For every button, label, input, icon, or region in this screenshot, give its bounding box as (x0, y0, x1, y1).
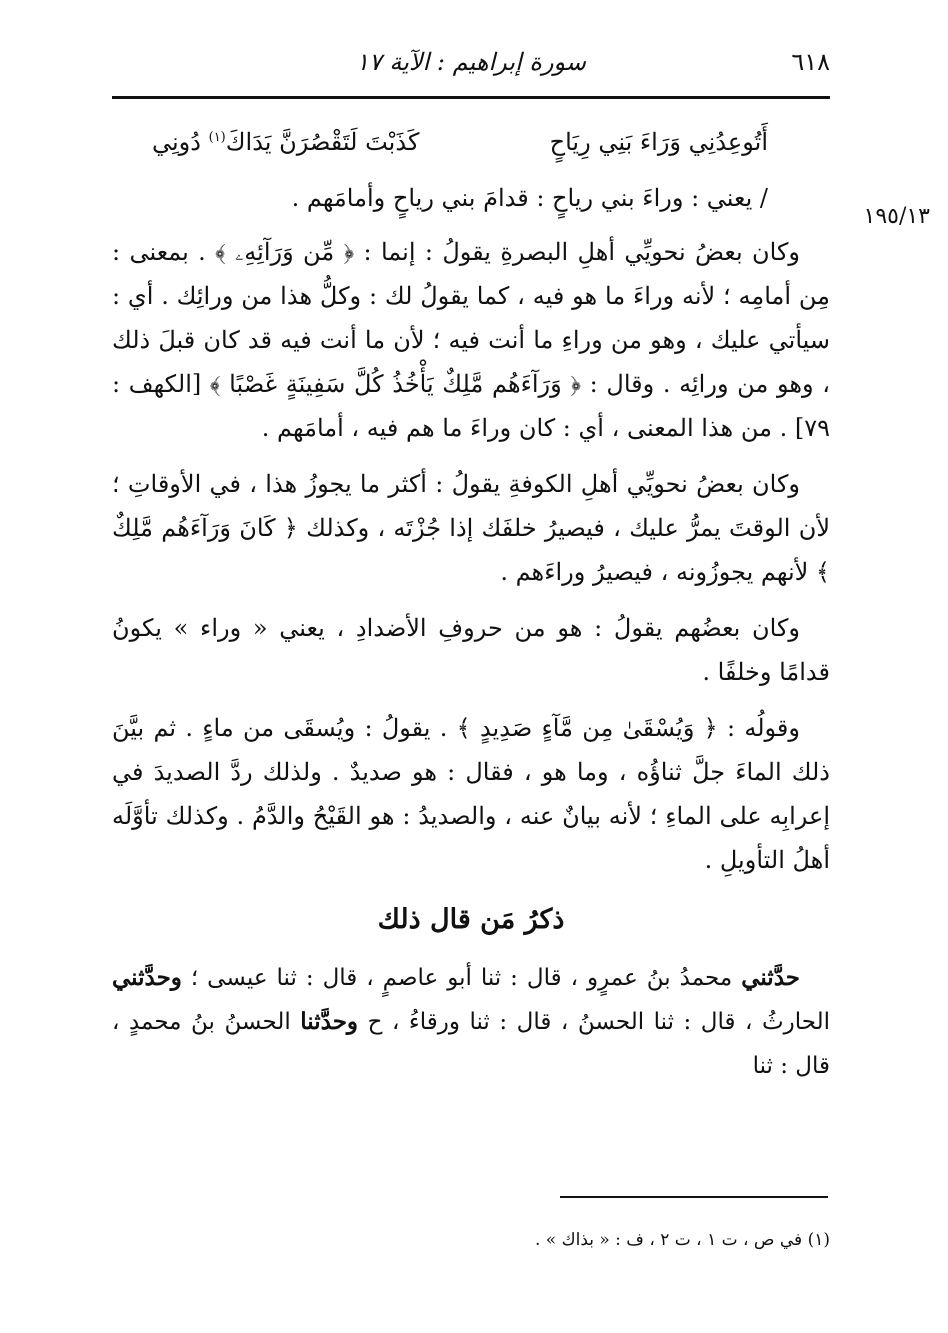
isnad-text-3: الحسنُ بنُ محمدٍ ، قال : ثنا (112, 1009, 830, 1079)
poetry-verse (112, 118, 830, 174)
paragraph-kufa: وكان بعضُ نحويِّي أهلِ الكوفةِ يقولُ : أكثر ما يجوزُ هذا ، في الأوقاتِ ؛ لأن الوقتَ يمرُّ عليك ، فيصيرُ خلفَك إذا جُزْتَه ، وكذلك ﴿ كَانَ وَرَآءَهُم مَّلِكٌ ﴾ لأنهم يجوزُونه ، فيصيرُ وراءَهم . (112, 470, 830, 586)
verse-hemistich-first: أَتُوعِدُنِي وَرَاءَ بَنِي رِيَاحٍ (549, 128, 768, 156)
isnad-text-1: محمدُ بنُ عمرٍو ، قال : ثنا أبو عاصمٍ ، قال : ثنا عيسى ؛ (181, 965, 742, 991)
footnote-rule (560, 1196, 828, 1198)
header-rule (112, 96, 830, 99)
verse-hemistich-second-text: كَذَبْتَ لَتَقْصُرَنَّ يَدَاكَ (225, 128, 420, 156)
footnote-marker: (١) (208, 130, 226, 145)
main-text (112, 118, 830, 1100)
footnote: (١) في ص ، ت ١ ، ت ٢ ، ف : « بذاك » . (534, 1230, 830, 1250)
isnad-paragraph (112, 956, 830, 1088)
running-title: سورة إبراهيم : الآية ١٧ (355, 48, 587, 76)
paragraph-sadid: وقولُه : ﴿ وَيُسْقَىٰ مِن مَّآءٍ صَدِيدٍ ﴾ . يقولُ : ويُسقَى من ماءٍ . ثم بيَّنَ ذلك الماءَ جلَّ ثناؤُه ، وما هو ، فقال : هو صديدٌ . ولذلك ردَّ الصديدَ في إعرابِه على الماءِ ؛ لأنه بيانٌ عنه ، والصديدُ : هو القَيْحُ والدَّمُ . وكذلك تأوَّلَه أهلُ التأويلِ . (112, 714, 830, 874)
isnad-word-3: وحدَّثنا (300, 1008, 359, 1035)
running-header (112, 48, 830, 88)
verse-explanation: / يعني : وراءَ بني رياحٍ : قدامَ بني رياحٍ وأمامَهم . (291, 184, 768, 212)
verse-hemistich-second (152, 128, 419, 156)
verse-hemistich-second-end: دُونِي (152, 128, 201, 156)
margin-reference: ١٩٥/١٣ (863, 204, 930, 229)
paragraph-addad: وكان بعضُهم يقولُ : هو من حروفِ الأضدادِ ، يعني « وراء » يكونُ قدامًا وخلفًا . (112, 614, 830, 686)
isnad-text-2: الحارثُ ، قال : ثنا الحسنُ ، قال : ثنا ورقاءُ ، ح (358, 1009, 830, 1035)
section-heading: ذكرُ مَن قال ذلك (377, 904, 565, 935)
isnad-word-1: حدَّثني (741, 964, 800, 991)
isnad-word-2: وحدَّثني (112, 964, 182, 991)
page-number: ٦١٨ (791, 48, 830, 76)
paragraph-basra: وكان بعضُ نحويِّي أهلِ البصرةِ يقولُ : إنما : ﴿ مِّن وَرَآئِهِۦ ﴾ . بمعنى : مِن أمامِه ؛ لأنه وراءَ ما هو فيه ، كما يقولُ لك : وكلُّ هذا من ورائِك . أي : سيأتي عليك ، وهو من وراءِ ما أنت فيه ؛ لأن ما أنت فيه قد كان قبلَ ذلك ، وهو من ورائِه . وقال : ﴿ وَرَآءَهُم مَّلِكٌ يَأْخُذُ كُلَّ سَفِينَةٍ غَصْبًا ﴾ [الكهف : ٧٩] . من هذا المعنى ، أي : كان وراءَ ما هم فيه ، أمامَهم . (112, 238, 830, 442)
